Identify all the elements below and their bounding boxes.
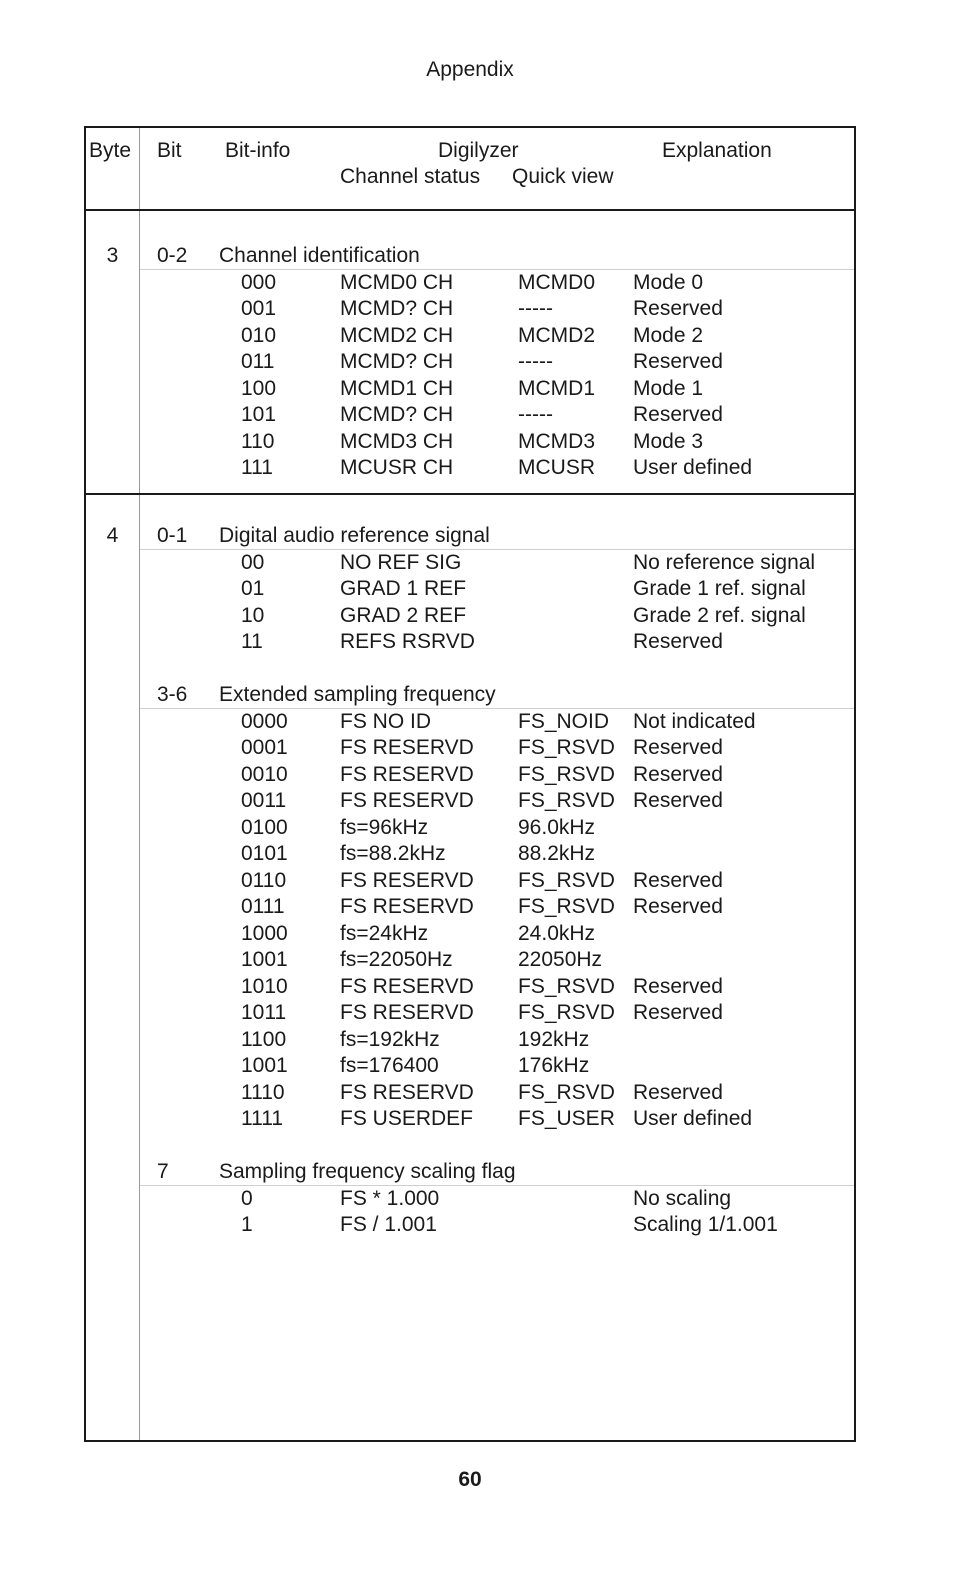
channel-status-value: FS RESERVD: [340, 762, 474, 786]
quick-view-value: FS_RSVD: [518, 895, 615, 918]
channel-status-value: FS RESERVD: [340, 1001, 474, 1024]
bit-code: 0110: [241, 868, 287, 892]
bit-code: 000: [241, 270, 277, 294]
explanation-value: Reserved: [633, 297, 723, 320]
bit-code: 0001: [241, 736, 288, 759]
table-row: [86, 736, 854, 763]
table-row: [86, 895, 854, 922]
table-row: [86, 297, 854, 324]
bit-code: 110: [241, 429, 275, 453]
explanation-value: Reserved: [633, 895, 723, 918]
channel-status-value: MCMD? CH: [340, 403, 454, 426]
explanation-value: Mode 2: [633, 323, 704, 347]
explanation-value: No reference signal: [633, 550, 816, 574]
quick-view-value: MCMD2: [518, 323, 595, 347]
col-header-channel-status: Channel status: [340, 165, 481, 188]
quick-view-value: FS_USER: [518, 1107, 615, 1130]
explanation-value: Reserved: [633, 1001, 723, 1024]
explanation-value: Reserved: [633, 403, 723, 426]
group-underline: [140, 708, 854, 709]
bit-group-title: Channel identification: [219, 244, 420, 267]
quick-view-value: MCMD3: [518, 429, 595, 453]
table-row: [86, 842, 854, 869]
byte-section: [86, 493, 854, 1443]
bit-code: 1000: [241, 921, 288, 945]
bit-range: 7: [157, 1160, 169, 1183]
bit-code: 010: [241, 323, 277, 347]
table-row: [86, 922, 854, 949]
explanation-value: User defined: [633, 1107, 753, 1130]
quick-view-value: FS_RSVD: [518, 762, 615, 786]
table-row: [86, 789, 854, 816]
quick-view-value: FS_RSVD: [518, 1001, 615, 1024]
bit-code: 1010: [241, 974, 288, 998]
col-header-explanation: Explanation: [662, 139, 772, 162]
bit-range: 0-2: [157, 244, 188, 267]
table-row: [86, 816, 854, 843]
table-row: [86, 377, 854, 404]
table-row: [86, 948, 854, 975]
bit-code: 1011: [241, 1001, 287, 1024]
quick-view-value: 22050Hz: [518, 948, 603, 971]
quick-view-value: -----: [518, 350, 553, 373]
quick-view-value: FS_RSVD: [518, 1080, 615, 1104]
bit-code: 0101: [241, 842, 288, 865]
explanation-value: User defined: [633, 456, 753, 479]
explanation-value: No scaling: [633, 1186, 732, 1210]
table-row: [86, 1213, 854, 1240]
table-row: [86, 1001, 854, 1028]
col-header-bit: Bit: [157, 139, 182, 162]
col-header-bit-info: Bit-info: [225, 139, 291, 162]
bit-code: 1110: [241, 1080, 285, 1104]
table-row: [86, 577, 854, 604]
bit-code: 0: [241, 1186, 253, 1210]
table-row: [86, 324, 854, 351]
quick-view-value: 96.0kHz: [518, 815, 596, 839]
channel-status-value: FS RESERVD: [340, 895, 474, 918]
channel-status-value: FS NO ID: [340, 709, 432, 733]
quick-view-value: FS_RSVD: [518, 789, 615, 812]
explanation-value: Reserved: [633, 736, 723, 759]
channel-status-value: MCMD2 CH: [340, 323, 454, 347]
quick-view-value: FS_NOID: [518, 709, 610, 733]
bit-code: 0111: [241, 895, 285, 918]
channel-status-value: MCUSR CH: [340, 456, 454, 479]
channel-status-value: FS / 1.001: [340, 1213, 437, 1236]
channel-status-value: fs=192kHz: [340, 1027, 440, 1051]
explanation-value: Not indicated: [633, 709, 756, 733]
col-header-digilyzer: Digilyzer: [438, 139, 519, 162]
explanation-value: Mode 1: [633, 376, 704, 400]
quick-view-value: 192kHz: [518, 1027, 590, 1051]
bit-code: 001: [241, 297, 277, 320]
bit-code: 0010: [241, 762, 288, 786]
bit-code: 0011: [241, 789, 287, 812]
quick-view-value: MCMD1: [518, 376, 595, 400]
explanation-value: Reserved: [633, 630, 723, 653]
bit-code: 100: [241, 376, 277, 400]
bit-code: 01: [241, 577, 265, 600]
channel-status-value: fs=96kHz: [340, 815, 429, 839]
explanation-value: Reserved: [633, 868, 723, 892]
bit-code: 0100: [241, 815, 288, 839]
table-row: [86, 1107, 854, 1134]
spec-table: [84, 126, 856, 1442]
channel-status-value: FS RESERVD: [340, 789, 474, 812]
channel-status-value: GRAD 2 REF: [340, 603, 467, 627]
channel-status-value: GRAD 1 REF: [340, 577, 467, 600]
quick-view-value: MCMD0: [518, 270, 595, 294]
group-underline: [140, 1185, 854, 1186]
table-row: [86, 630, 854, 657]
channel-status-value: FS RESERVD: [340, 974, 474, 998]
quick-view-value: FS_RSVD: [518, 736, 615, 759]
group-underline: [140, 549, 854, 550]
bit-code: 1111: [241, 1107, 284, 1130]
quick-view-value: FS_RSVD: [518, 974, 615, 998]
table-row: [86, 551, 854, 578]
channel-status-value: FS RESERVD: [340, 1080, 474, 1104]
bit-code: 1001: [241, 948, 288, 971]
col-header-quick-view: Quick view: [512, 165, 614, 188]
bit-group-title: Sampling frequency scaling flag: [219, 1160, 516, 1183]
quick-view-value: 88.2kHz: [518, 842, 596, 865]
channel-status-value: FS RESERVD: [340, 868, 474, 892]
bit-code: 1: [241, 1213, 253, 1236]
bit-code: 0000: [241, 709, 288, 733]
channel-status-value: FS USERDEF: [340, 1107, 474, 1130]
bit-group-title: Digital audio reference signal: [219, 524, 490, 547]
quick-view-value: 24.0kHz: [518, 921, 596, 945]
channel-status-value: FS * 1.000: [340, 1186, 440, 1210]
quick-view-value: FS_RSVD: [518, 868, 615, 892]
table-row: [86, 710, 854, 737]
explanation-value: Mode 3: [633, 429, 704, 453]
table-row: [86, 763, 854, 790]
channel-status-value: FS RESERVD: [340, 736, 474, 759]
bit-code: 00: [241, 550, 265, 574]
explanation-value: Grade 1 ref. signal: [633, 577, 806, 600]
explanation-value: Grade 2 ref. signal: [633, 603, 806, 627]
table-row: [86, 430, 854, 457]
table-row: [86, 1028, 854, 1055]
table-row: [86, 1054, 854, 1081]
quick-view-value: -----: [518, 297, 553, 320]
explanation-value: Scaling 1/1.001: [633, 1213, 778, 1236]
bit-group-title: Extended sampling frequency: [219, 683, 496, 706]
explanation-value: Reserved: [633, 1080, 723, 1104]
channel-status-value: fs=22050Hz: [340, 948, 453, 971]
channel-status-value: fs=176400: [340, 1054, 439, 1077]
explanation-value: Reserved: [633, 350, 723, 373]
channel-status-value: MCMD0 CH: [340, 270, 454, 294]
table-row: [86, 1187, 854, 1214]
table-row: [86, 403, 854, 430]
explanation-value: Reserved: [633, 789, 723, 812]
explanation-value: Reserved: [633, 762, 723, 786]
bit-range: 3-6: [157, 683, 188, 706]
channel-status-value: MCMD1 CH: [340, 376, 454, 400]
bit-code: 1001: [241, 1054, 288, 1077]
table-row: [86, 271, 854, 298]
table-row: [86, 350, 854, 377]
quick-view-value: -----: [518, 403, 553, 426]
bit-code: 10: [241, 603, 265, 627]
table-row: [86, 975, 854, 1002]
bit-code: 101: [241, 403, 277, 426]
channel-status-value: MCMD3 CH: [340, 429, 454, 453]
bit-code: 011: [241, 350, 275, 373]
quick-view-value: 176kHz: [518, 1054, 590, 1077]
col-header-byte: Byte: [89, 139, 132, 162]
table-row: [86, 456, 854, 483]
byte-section: [86, 210, 854, 493]
byte-number: 3: [106, 244, 119, 267]
channel-status-value: fs=88.2kHz: [340, 842, 446, 865]
bit-code: 111: [241, 456, 273, 479]
channel-status-value: MCMD? CH: [340, 297, 454, 320]
page-number: 60: [458, 1468, 482, 1491]
bit-code: 11: [241, 630, 263, 653]
group-underline: [140, 269, 854, 270]
channel-status-value: fs=24kHz: [340, 921, 429, 945]
explanation-value: Reserved: [633, 974, 723, 998]
page-header: Appendix: [426, 58, 514, 81]
channel-status-value: NO REF SIG: [340, 550, 462, 574]
explanation-value: Mode 0: [633, 270, 704, 294]
byte-number: 4: [106, 524, 119, 547]
channel-status-value: REFS RSRVD: [340, 630, 475, 653]
table-row: [86, 1081, 854, 1108]
table-row: [86, 604, 854, 631]
quick-view-value: MCUSR: [518, 456, 595, 479]
bit-range: 0-1: [157, 524, 188, 547]
table-row: [86, 869, 854, 896]
channel-status-value: MCMD? CH: [340, 350, 454, 373]
bit-code: 1100: [241, 1027, 287, 1051]
